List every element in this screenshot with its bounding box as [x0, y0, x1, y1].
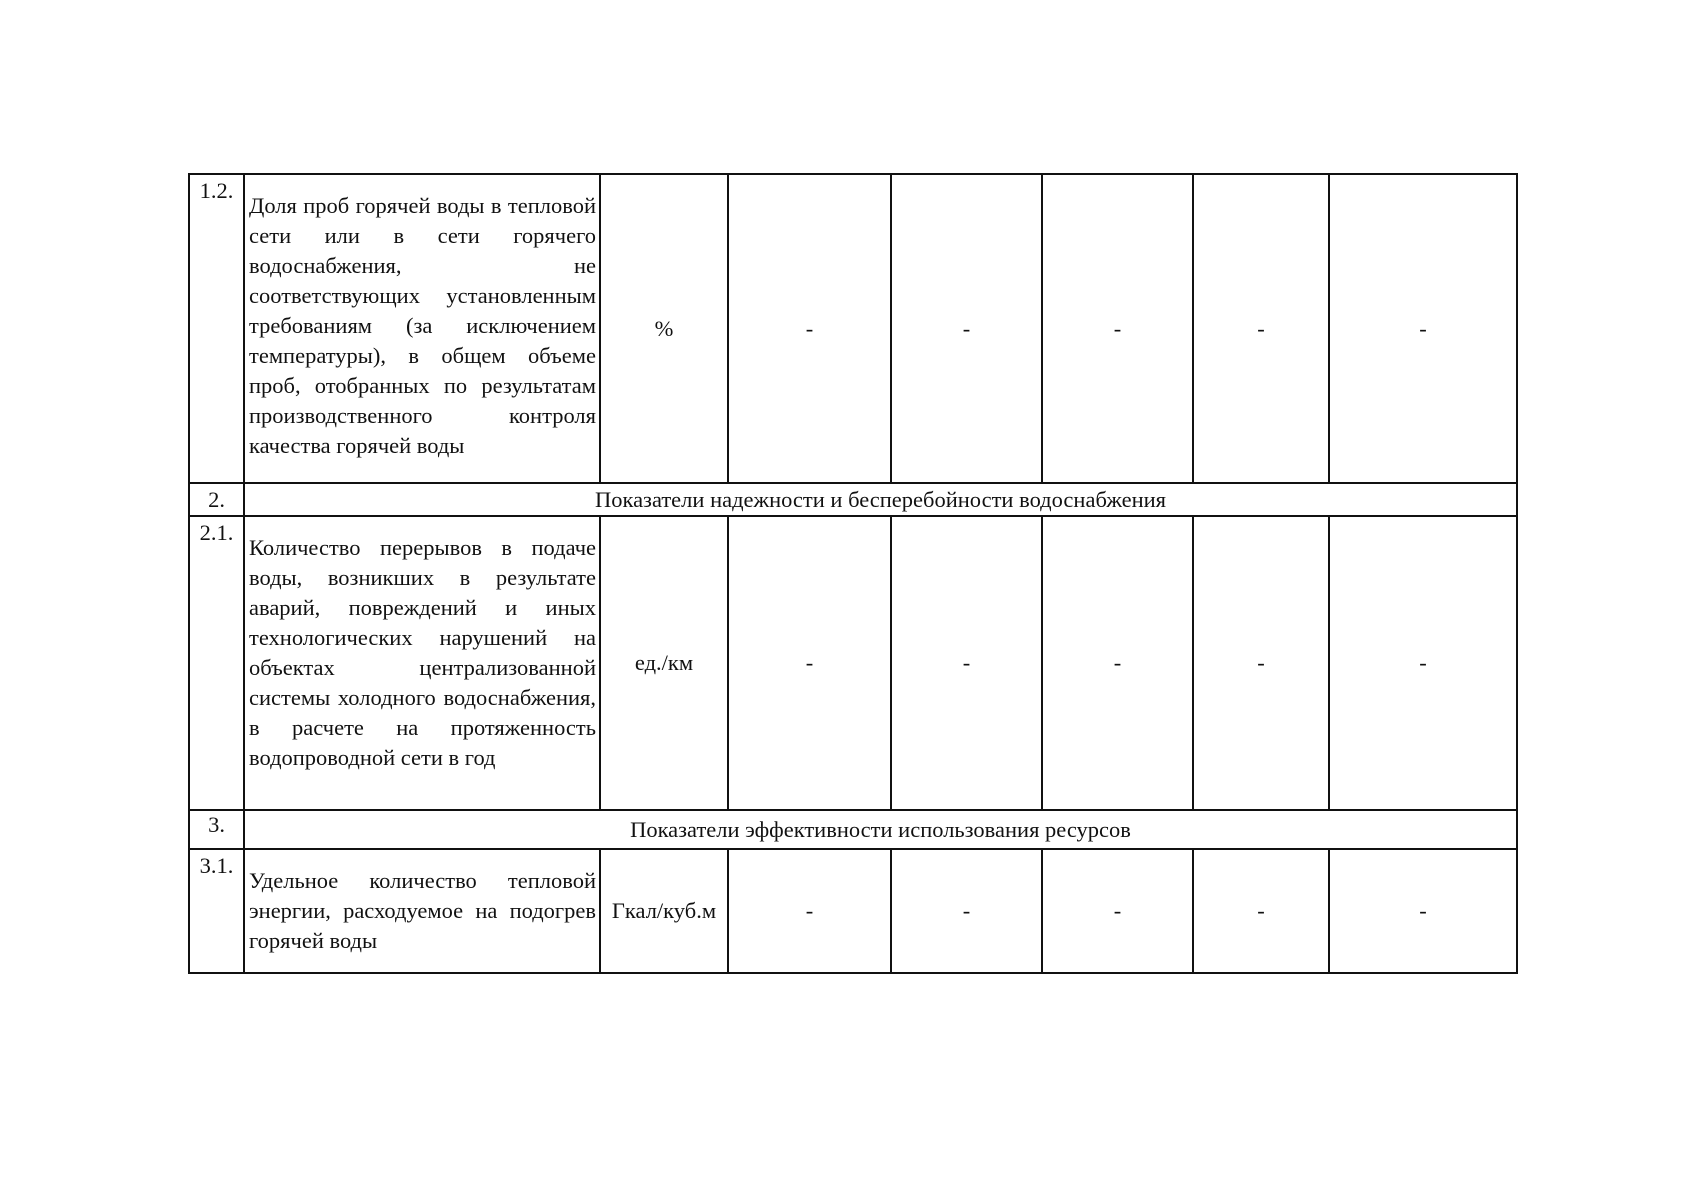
value-cell: - — [728, 516, 891, 810]
value-cell: - — [891, 849, 1042, 973]
indicator-row — [189, 849, 1517, 973]
value-cell: - — [1329, 849, 1517, 973]
value-cell: - — [728, 849, 891, 973]
row-number: 1.2. — [189, 174, 244, 483]
section-title: Показатели эффективности использования ресурсов — [244, 810, 1517, 849]
value-cell: - — [1042, 174, 1193, 483]
section-number: 2. — [189, 483, 244, 516]
value-cell: - — [1193, 516, 1329, 810]
value-cell: - — [1042, 849, 1193, 973]
section-row — [189, 810, 1517, 849]
value-cell: - — [728, 174, 891, 483]
value-cell: - — [891, 516, 1042, 810]
value-cell: - — [1329, 516, 1517, 810]
section-row — [189, 483, 1517, 516]
indicator-name: Доля проб горячей воды в тепловой сети или в сети горячего водоснабжения, не соответствующих установленным требованиям (за исключением температуры), в общем объеме проб, отобранных по результатам производственного контроля качества горячей воды — [244, 174, 600, 483]
value-cell: - — [1193, 174, 1329, 483]
value-cell: - — [1042, 516, 1193, 810]
indicator-name: Количество перерывов в подаче воды, возникших в результате аварий, повреждений и иных технологических нарушений на объектах централизованной системы холодного водоснабжения, в расчете на протяженность водопроводной сети в год — [244, 516, 600, 810]
unit-cell: Гкал/куб.м — [600, 849, 728, 973]
indicator-name: Удельное количество тепловой энергии, расходуемое на подогрев горячей воды — [244, 849, 600, 973]
section-title: Показатели надежности и бесперебойности водоснабжения — [244, 483, 1517, 516]
unit-cell: ед./км — [600, 516, 728, 810]
value-cell: - — [1193, 849, 1329, 973]
value-cell: - — [891, 174, 1042, 483]
document-page — [188, 173, 1516, 974]
indicator-row — [189, 174, 1517, 483]
section-number: 3. — [189, 810, 244, 849]
unit-cell: % — [600, 174, 728, 483]
indicator-row — [189, 516, 1517, 810]
row-number: 2.1. — [189, 516, 244, 810]
row-number: 3.1. — [189, 849, 244, 973]
indicators-table — [188, 173, 1518, 974]
value-cell: - — [1329, 174, 1517, 483]
